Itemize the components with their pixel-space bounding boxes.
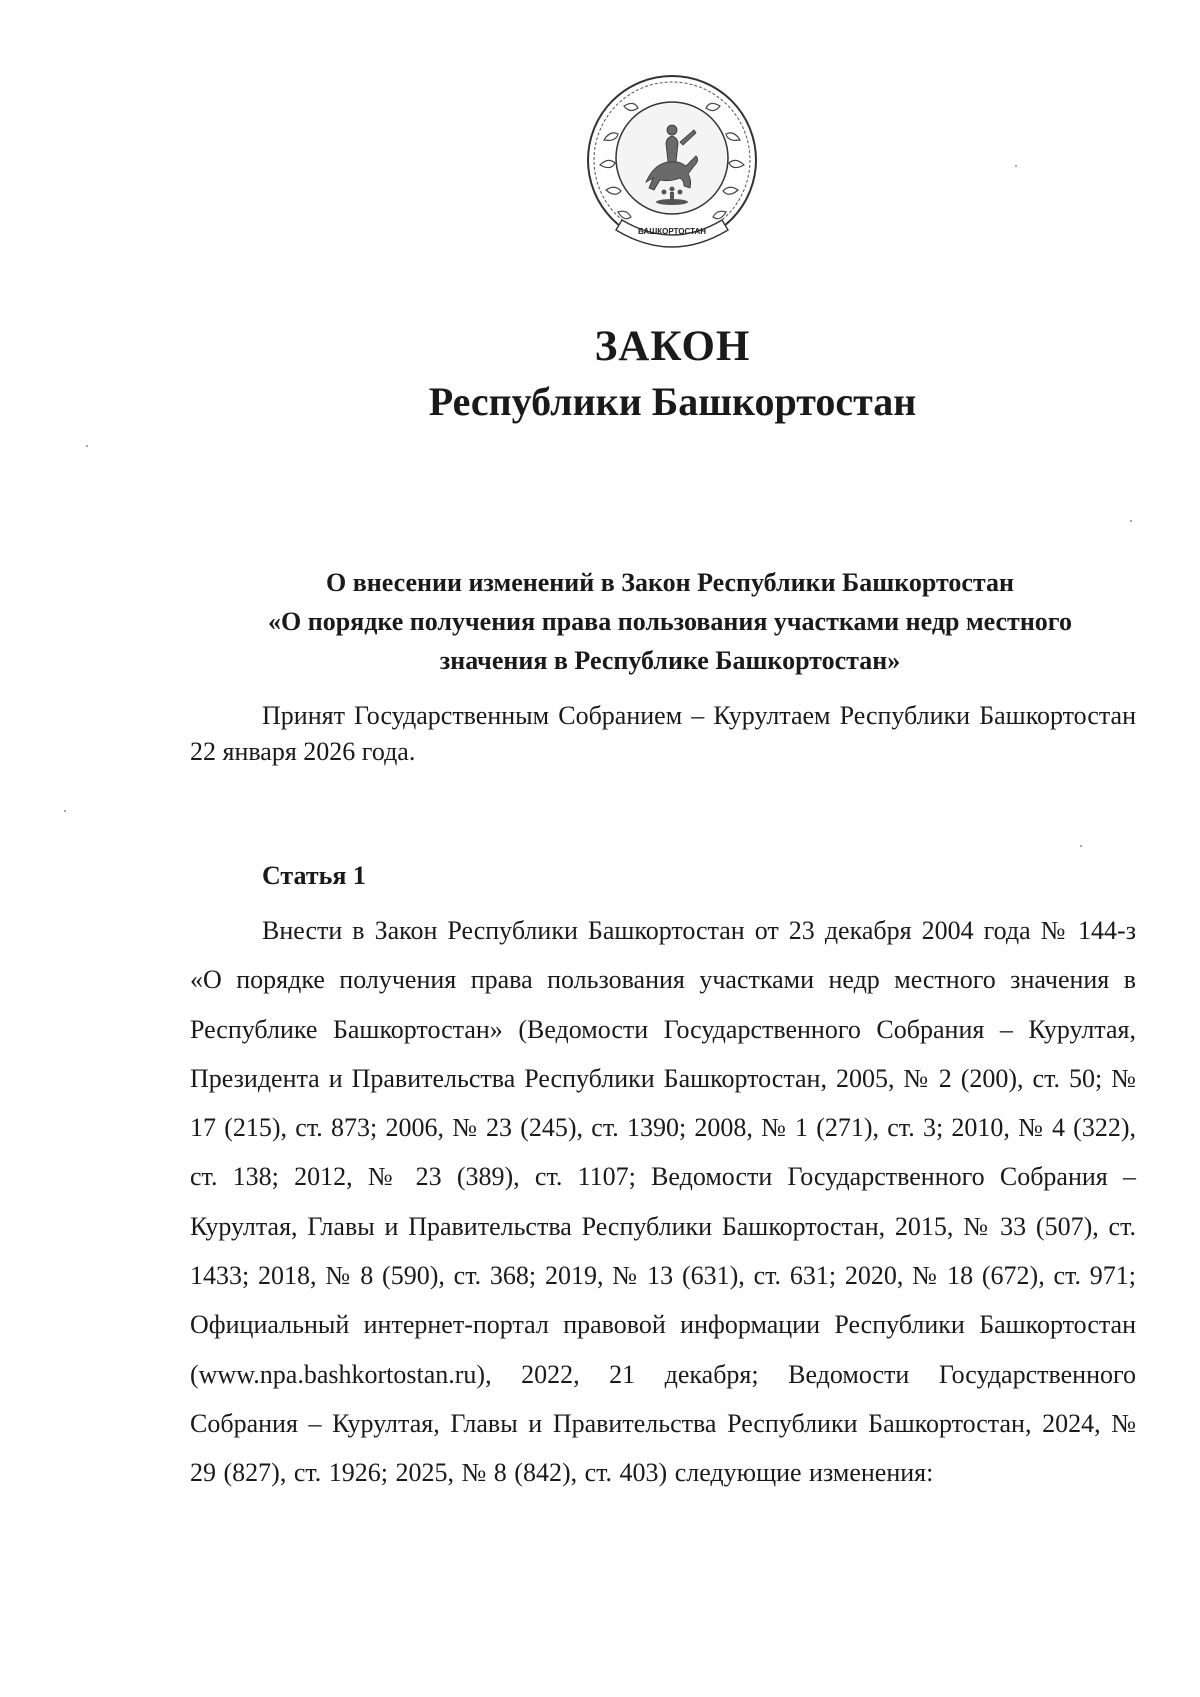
document-subtitle: Республики Башкортостан (428, 379, 917, 424)
article-1-text: Внести в Закон Республики Башкортостан от 23 декабря 2004 года № 144-з «О порядке получения права пользования участками недр местного значения в Республике Башкортостан» (Ведомости Государственного Собрания – Курултая, Президента и Правительства Республики Башкортостан, 2005, № 2 (200), ст. 50; № 17 (215), ст. 873; 2006, № 23 (245), ст. 1390; 2008, № 1 (271), ст. 3; 2010, № 4 (322), ст. 138; 2012, № 23 (389), ст. 1107; Ведомости Государственного Собрания – Курултая, Главы и Правительства Республики Башкортостан, 2015, № 33 (507), ст. 1433; 2018, № 8 (590), ст. 368; 2019, № 13 (631), ст. 631; 2020, № 18 (672), ст. 971; Официальный интернет-портал правовой информации Республики Башкортостан (www.npa.bashkortostan.ru), 2022, 21 декабря; Ведомости Государственного Собрания – Курултая, Главы и Правительства Республики Башкортостан, 2024, № 29 (827), ст. 1926; 2025, № 8 (842), ст. 403) следующие изменения: (190, 916, 1136, 1488)
law-name-line-1: О внесении изменений в Закон Республики Башкортостан (326, 568, 1014, 597)
scan-speck (86, 445, 88, 447)
law-name-line-2: «О порядке получения права пользования участками недр местного (268, 607, 1072, 636)
adoption-note: Принят Государственным Собранием – Курултаем Республики Башкортостан 22 января 2026 года. (190, 701, 1136, 766)
law-name-line-3: значения в Республике Башкортостан» (439, 646, 901, 675)
emblem-ribbon-text: БАШКОРТОСТАН (637, 227, 707, 236)
scan-speck (64, 810, 66, 812)
scan-speck (1015, 165, 1017, 167)
document-title: ЗАКОН (594, 323, 751, 370)
scan-speck (1130, 520, 1132, 522)
law-name (190, 563, 1150, 680)
bashkortostan-coat-of-arms-icon (584, 70, 760, 262)
article-1-heading: Статья 1 (262, 861, 366, 890)
scan-speck (1080, 845, 1082, 847)
